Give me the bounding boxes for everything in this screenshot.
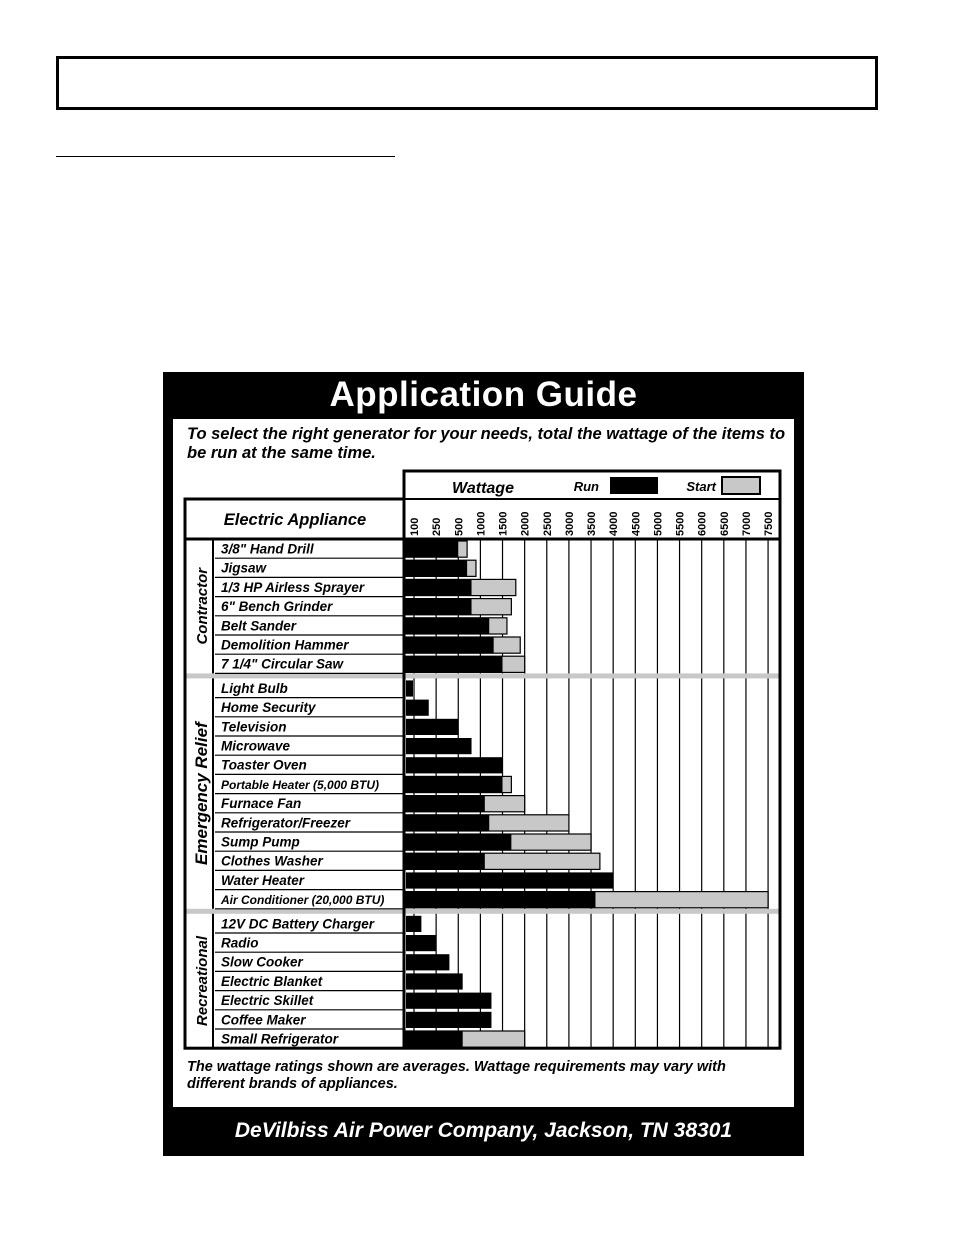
run-bar <box>406 916 421 932</box>
appliance-label: Portable Heater (5,000 BTU) <box>221 777 380 792</box>
appliance-label: Microwave <box>221 738 291 754</box>
run-bar <box>406 1012 491 1028</box>
guide-title: Application Guide <box>329 375 638 414</box>
appliance-label: Small Refrigerator <box>221 1031 339 1047</box>
application-guide-panel <box>163 372 804 1156</box>
run-bar <box>406 815 489 831</box>
run-bar <box>406 872 613 888</box>
legend-run-swatch <box>610 477 658 494</box>
legend-start-swatch <box>722 477 760 494</box>
appliance-label: 1/3 HP Airless Sprayer <box>221 579 365 595</box>
guide-content <box>173 419 794 1107</box>
group-separator <box>185 909 780 914</box>
x-tick-label: 2000 <box>519 511 532 536</box>
group-label: Contractor <box>194 567 211 645</box>
x-tick-label: 6500 <box>718 511 731 536</box>
run-bar <box>406 892 595 908</box>
run-bar <box>406 954 449 970</box>
x-tick-label: 2500 <box>541 511 554 536</box>
x-tick-label: 5500 <box>674 511 687 536</box>
run-bar <box>406 680 413 696</box>
run-bar <box>406 973 463 989</box>
x-tick-label: 7000 <box>740 511 753 536</box>
x-tick-label: 250 <box>431 517 444 536</box>
run-bar <box>406 935 436 951</box>
run-bar <box>406 560 467 576</box>
run-bar <box>406 853 485 869</box>
guide-note: The wattage ratings shown are averages. Wattage requirements may vary with different brands of appliances. <box>187 1059 726 1092</box>
appliance-label: 7 1/4" Circular Saw <box>221 656 343 672</box>
header-rule <box>56 156 395 157</box>
run-bar <box>406 993 491 1009</box>
appliance-label: Light Bulb <box>221 680 288 696</box>
legend-run-label: Run <box>573 479 599 494</box>
run-bar <box>406 541 458 557</box>
appliance-label: Home Security <box>221 700 316 716</box>
run-bar <box>406 719 458 735</box>
appliance-label: 6" Bench Grinder <box>221 599 333 615</box>
x-tick-label: 1000 <box>475 511 488 536</box>
guide-intro: To select the right generator for your needs, total the wattage of the items to be run at the same time. <box>187 425 786 462</box>
x-tick-label: 500 <box>453 517 466 536</box>
x-axis-label: Wattage <box>452 480 514 497</box>
legend-start-label: Start <box>686 479 716 494</box>
x-tick-label: 3500 <box>586 511 599 536</box>
appliance-label: Water Heater <box>221 872 305 888</box>
run-bar <box>406 776 503 792</box>
x-tick-label: 7500 <box>763 511 776 536</box>
appliance-label: Refrigerator/Freezer <box>221 815 351 831</box>
wattage-chart <box>173 419 794 1107</box>
appliance-label: Air Conditioner (20,000 BTU) <box>221 893 385 908</box>
run-bar <box>406 579 472 595</box>
run-bar <box>406 656 503 672</box>
appliance-label: Furnace Fan <box>221 796 302 812</box>
run-bar <box>406 700 429 716</box>
run-bar <box>406 757 503 773</box>
appliance-label: Electric Skillet <box>221 993 314 1009</box>
guide-footer: DeVilbiss Air Power Company, Jackson, TN 38301 <box>234 1119 733 1142</box>
appliance-label: 12V DC Battery Charger <box>221 916 375 932</box>
x-tick-label: 100 <box>409 517 421 536</box>
appliance-label: Clothes Washer <box>221 853 323 869</box>
run-bar <box>406 738 472 754</box>
appliance-label: 3/8" Hand Drill <box>221 541 314 557</box>
appliance-label: Toaster Oven <box>221 757 307 773</box>
run-bar <box>406 796 485 812</box>
x-tick-label: 6000 <box>696 511 709 536</box>
run-bar <box>406 637 494 653</box>
x-tick-label: 4500 <box>630 511 643 536</box>
header-box <box>56 56 878 110</box>
appliance-label: Belt Sander <box>221 618 297 634</box>
run-bar <box>406 618 489 634</box>
y-axis-label: Electric Appliance <box>223 511 367 529</box>
appliance-label: Demolition Hammer <box>221 637 349 653</box>
x-tick-label: 5000 <box>652 511 665 536</box>
x-tick-label: 4000 <box>608 511 621 536</box>
group-label: Emergency Relief <box>192 722 211 865</box>
run-bar <box>406 599 472 615</box>
group-label: Recreational <box>194 935 211 1027</box>
x-tick-label: 1500 <box>497 511 510 536</box>
run-bar <box>406 1031 463 1047</box>
appliance-label: Slow Cooker <box>221 954 303 970</box>
appliance-label: Jigsaw <box>221 560 267 576</box>
group-separator <box>185 673 780 678</box>
appliance-label: Radio <box>221 935 259 951</box>
appliance-label: Electric Blanket <box>221 973 323 989</box>
appliance-label: Television <box>221 719 287 735</box>
appliance-label: Sump Pump <box>221 834 300 850</box>
appliance-label: Coffee Maker <box>221 1012 306 1028</box>
x-tick-label: 3000 <box>563 511 576 536</box>
run-bar <box>406 834 511 850</box>
